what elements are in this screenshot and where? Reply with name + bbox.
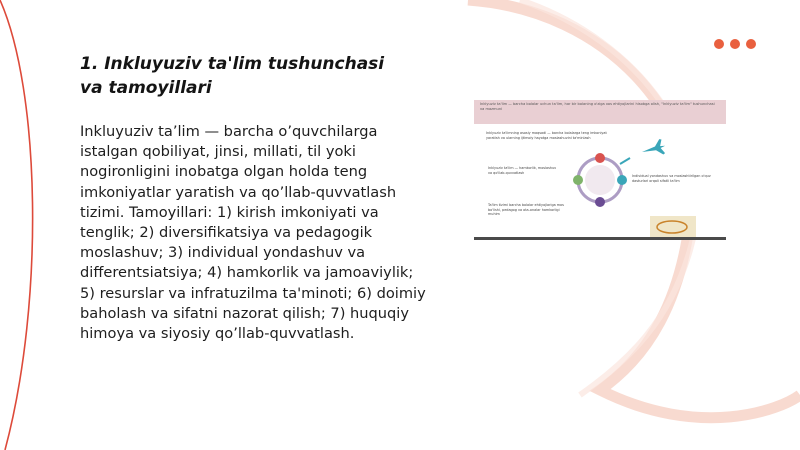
menu-dots-icon[interactable]	[714, 39, 756, 49]
dot	[746, 39, 756, 49]
cycle-arrow	[620, 158, 630, 164]
dot	[730, 39, 740, 49]
airplane-icon	[640, 138, 667, 160]
infographic-left-top: Inklyuziv ta'lim — hamkorlik, moslashuv va qo'llab-quvvatlash	[488, 166, 557, 175]
cycle-center	[585, 165, 615, 195]
infographic-cycle-diagram	[474, 100, 726, 240]
left-arc-line	[0, 0, 33, 450]
slide-title: 1. Inkluyuziv ta'lim tushunchasi va tamoyillari	[80, 54, 385, 98]
dot	[714, 39, 724, 49]
cycle-node-purple	[595, 197, 605, 207]
infographic-intro: Inklyuziv ta'limning asosiy maqsadi — barcha bolalarga teng imkoniyat yaratish va ularning ijtimoiy hayotga moslashuvini ta'minlash	[486, 131, 607, 140]
infographic-image	[474, 100, 726, 240]
slide-body-text: Inkluyuziv ta’lim — barcha o’quvchilarga istalgan qobiliyat, jinsi, millati, til yoki nogironligini inobatga olgan holda teng imkoniyatlar yaratish va qo’llab-quvvatlash tizimi. Tamoyillari: 1) kirish imkoniyati va tenglik; 2) diversifikatsiya va pedagogik moslashuv; 3) individual yondashuv va differentsiatsiya; 4) hamkorlik va jamoaviylik; 5) resurslar va infratuzilma ta'minoti; 6) doimiy baholash va sifatni nazorat qilish; 7) huquqiy himoya va siyosiy qo’llab-quvvatlash.	[80, 123, 426, 343]
cycle-node-teal	[617, 175, 627, 185]
infographic-right: Individual yondashuv va moslashtirilgan o'quv dasturlari orqali sifatli ta'lim	[632, 174, 711, 183]
infographic-bottom-bar	[474, 237, 726, 240]
infographic-left-bottom: Ta'lim tizimi barcha bolalar ehtiyojlariga mos bo'lishi, pedagog va ota-onalar hamkorligi muhim	[488, 203, 564, 217]
cycle-node-red	[595, 153, 605, 163]
cycle-node-green	[573, 175, 583, 185]
infographic-banner: Inklyuziv ta'lim — barcha bolalar uchun ta'lim, har bir bolaning o'ziga xos ehtiyojlarini hisobga olish, "Inklyuziv ta'lim" tushunchasi va mazmuni	[474, 100, 726, 124]
